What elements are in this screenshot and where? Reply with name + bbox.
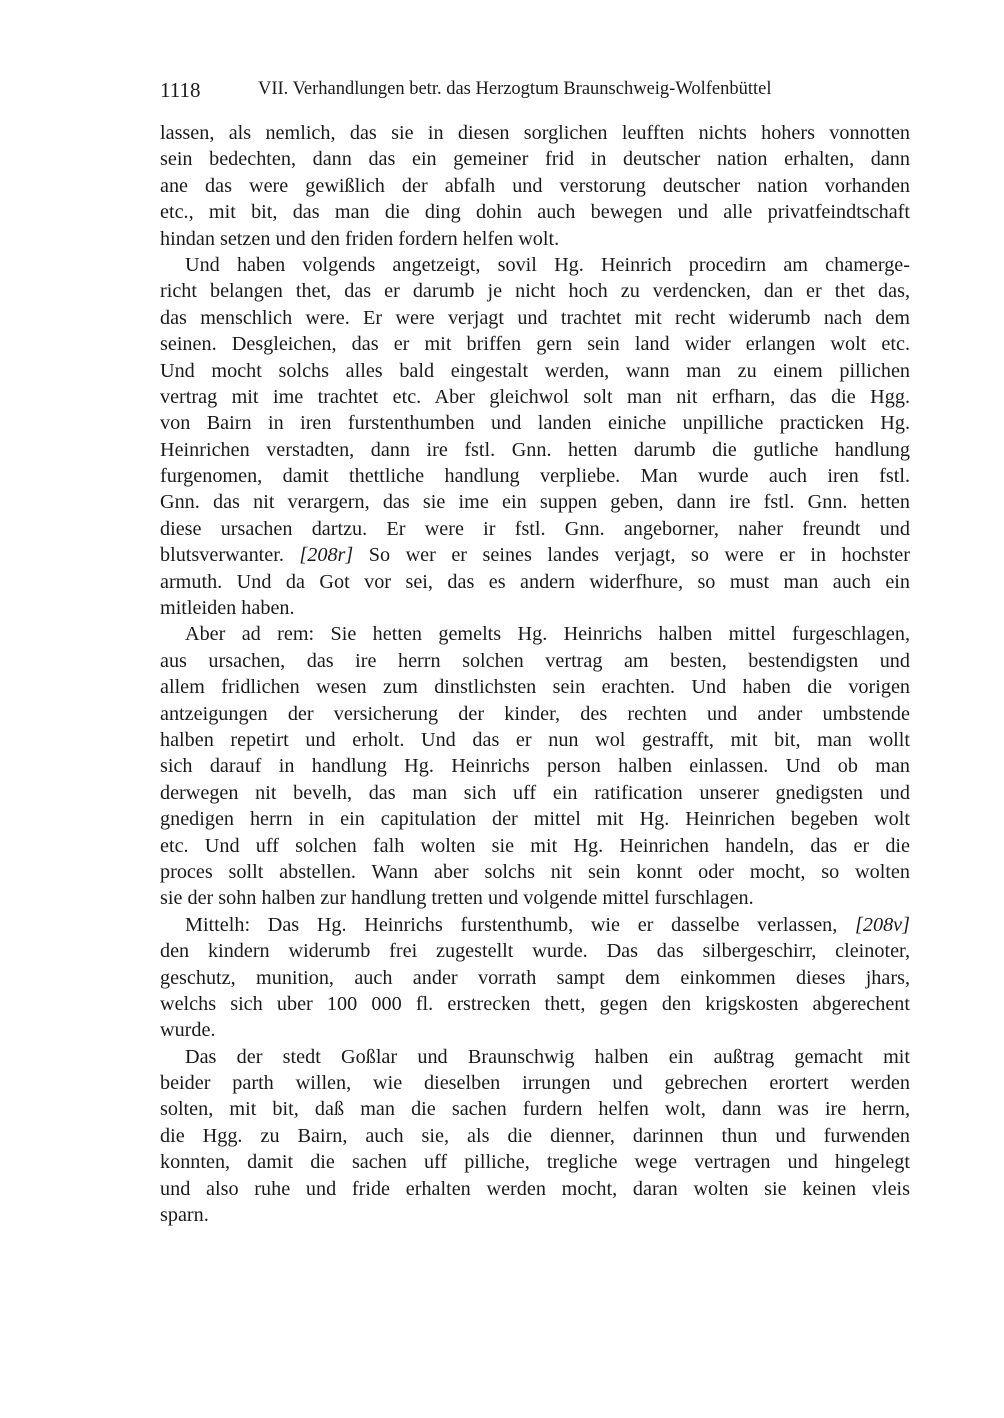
text-segment: sparn. [160, 1204, 209, 1227]
text-segment: wurde. [160, 1019, 216, 1042]
text-line [160, 885, 910, 911]
text-segment: sein bedechten, dann das ein gemeiner frid in deutscher nation erhalten, dann [160, 148, 910, 171]
text-segment: vertrag mit ime trachtet etc. Aber gleichwol solt man nit erfharn, das die Hgg. [160, 385, 910, 408]
text-line [160, 358, 910, 384]
paragraph [160, 252, 910, 621]
paragraph [160, 621, 910, 911]
text-line [160, 1176, 910, 1202]
text-line [160, 489, 910, 515]
text-segment: von Bairn in iren furstenthumben und landen einiche unpilliche practicken Hg. [160, 412, 910, 435]
paragraph [160, 1044, 910, 1229]
page-number: 1118 [160, 78, 201, 102]
text-line [160, 595, 910, 621]
text-line [160, 806, 910, 832]
text-line [160, 542, 910, 568]
text-segment: das menschlich were. Er were verjagt und trachtet mit recht widerumb nach dem [160, 306, 910, 329]
text-line [160, 305, 910, 331]
text-segment: aus ursachen, das ire herrn solchen vertrag am besten, bestendigsten und [160, 649, 910, 672]
text-segment: geschutz, munition, auch ander vorrath sampt dem einkommen dieses jhars, [160, 966, 910, 989]
paragraph [160, 120, 910, 252]
text-line [160, 1096, 910, 1122]
text-line [160, 833, 910, 859]
text-segment: richt belangen thet, das er darumb je nicht hoch zu verdencken, dan er thet das, [160, 280, 910, 303]
text-line [160, 331, 910, 357]
text-line [160, 991, 910, 1017]
text-segment: lassen, als nemlich, das sie in diesen sorglichen leufften nichts hohers vonnotten [160, 122, 910, 144]
text-segment: Mittelh: Das Hg. Heinrichs furstenthumb, wie er dasselbe verlassen, [185, 913, 856, 936]
text-segment: antzeigungen der versicherung der kinder, des rechten und ander umbstende [160, 702, 910, 725]
text-segment: diese ursachen dartzu. Er were ir fstl. Gnn. angeborner, naher freundt und [160, 517, 910, 540]
text-line [160, 674, 910, 700]
text-segment: seinen. Desgleichen, das er mit briffen gern sein land wider erlangen wolt etc. [160, 333, 910, 356]
text-segment: mitleiden haben. [160, 597, 295, 620]
text-segment: und also ruhe und fride erhalten werden mocht, daran wolten sie keinen vleis [160, 1177, 910, 1200]
text-segment: Aber ad rem: Sie hetten gemelts Hg. Heinrichs halben mittel furgeschlagen, [185, 623, 910, 646]
text-line [160, 1017, 910, 1043]
text-segment: Das der stedt Goßlar und Braunschwig halben ein außtrag gemacht mit [185, 1045, 910, 1068]
text-segment: welchs sich uber 100 000 fl. erstrecken thett, gegen den krigskosten abgerechent [160, 992, 910, 1015]
text-line [160, 753, 910, 779]
text-segment: die Hgg. zu Bairn, auch sie, als die dienner, darinnen thun und furwenden [160, 1124, 910, 1147]
text-segment: furgenomen, damit thettliche handlung verpliebe. Man wurde auch iren fstl. [160, 465, 910, 488]
text-segment: beider parth willen, wie dieselben irrungen und gebrechen erortert werden [160, 1072, 910, 1095]
text-line [160, 516, 910, 542]
text-line [160, 173, 910, 199]
text-line [160, 701, 910, 727]
text-segment: etc. Und uff solchen falh wolten sie mit Hg. Heinrichen handeln, das er die [160, 834, 910, 857]
text-line [160, 120, 910, 146]
text-line [160, 1123, 910, 1149]
text-segment: sie der sohn halben zur handlung tretten und volgende mittel furschlagen. [160, 887, 754, 910]
text-line [160, 621, 910, 647]
text-line [160, 1070, 910, 1096]
text-line [160, 226, 910, 252]
text-segment: blutsverwanter. [160, 544, 300, 567]
text-line [160, 912, 910, 938]
running-title: VII. Verhandlungen betr. das Herzogtum Braunschweig-Wolfenbüttel [258, 79, 772, 99]
text-line [160, 569, 910, 595]
text-line [160, 1149, 910, 1175]
text-line [160, 727, 910, 753]
text-segment: konnten, damit die sachen uff pilliche, tregliche wege vertragen und hingelegt [160, 1151, 910, 1174]
text-line [160, 410, 910, 436]
text-line [160, 278, 910, 304]
text-segment: So wer er seines landes verjagt, so were er in hochster [353, 544, 910, 567]
text-segment: allem fridlichen wesen zum dinstlichsten sein erachten. Und haben die vorigen [160, 676, 910, 699]
text-line [160, 252, 910, 278]
text-line [160, 1202, 910, 1228]
text-line [160, 780, 910, 806]
folio-marker: [208v] [855, 913, 910, 936]
text-segment: derwegen nit bevelh, das man sich uff ein ratification unserer gnedigsten und [160, 781, 910, 804]
text-line [160, 859, 910, 885]
text-segment: etc., mit bit, das man die ding dohin auch bewegen und alle privatfeindtschaft [160, 201, 910, 224]
text-segment: Und mocht solchs alles bald eingestalt werden, wann man zu einem pillichen [160, 359, 910, 382]
paragraph [160, 912, 910, 1044]
text-segment: proces sollt abstellen. Wann aber solchs nit sein konnt oder mocht, so wolten [160, 860, 910, 883]
text-segment: Und haben volgends angetzeigt, sovil Hg. Heinrich procedirn am chamerge- [185, 253, 910, 276]
text-segment: armuth. Und da Got vor sei, das es andern widerfhure, so must man auch ein [160, 570, 910, 593]
text-line [160, 938, 910, 964]
text-segment: halben repetirt und erholt. Und das er nun wol gestrafft, mit bit, man wollt [160, 728, 910, 751]
text-line [160, 199, 910, 225]
text-line [160, 437, 910, 463]
text-line [160, 965, 910, 991]
text-segment: Heinrichen verstadten, dann ire fstl. Gnn. hetten darumb die gutliche handlung [160, 438, 910, 461]
text-line [160, 648, 910, 674]
text-line [160, 463, 910, 489]
text-line [160, 146, 910, 172]
text-segment: hindan setzen und den friden fordern helfen wolt. [160, 227, 560, 250]
text-segment: ane das were gewißlich der abfalh und verstorung deutscher nation vorhanden [160, 174, 910, 197]
text-segment: gnedigen herrn in ein capitulation der mittel mit Hg. Heinrichen begeben wolt [160, 808, 910, 831]
text-line [160, 1044, 910, 1070]
text-segment: Gnn. das nit verargern, das sie ime ein suppen geben, dann ire fstl. Gnn. hetten [160, 491, 910, 514]
running-header [160, 78, 910, 106]
text-segment: den kindern widerumb frei zugestellt wurde. Das das silbergeschirr, cleinoter, [160, 940, 910, 963]
text-segment: sich darauf in handlung Hg. Heinrichs person halben einlassen. Und ob man [160, 755, 910, 778]
text-segment: solten, mit bit, daß man die sachen furdern helfen wolt, dann was ire herrn, [160, 1098, 910, 1121]
text-line [160, 384, 910, 410]
folio-marker: [208r] [299, 544, 354, 567]
document-body [160, 120, 910, 1228]
